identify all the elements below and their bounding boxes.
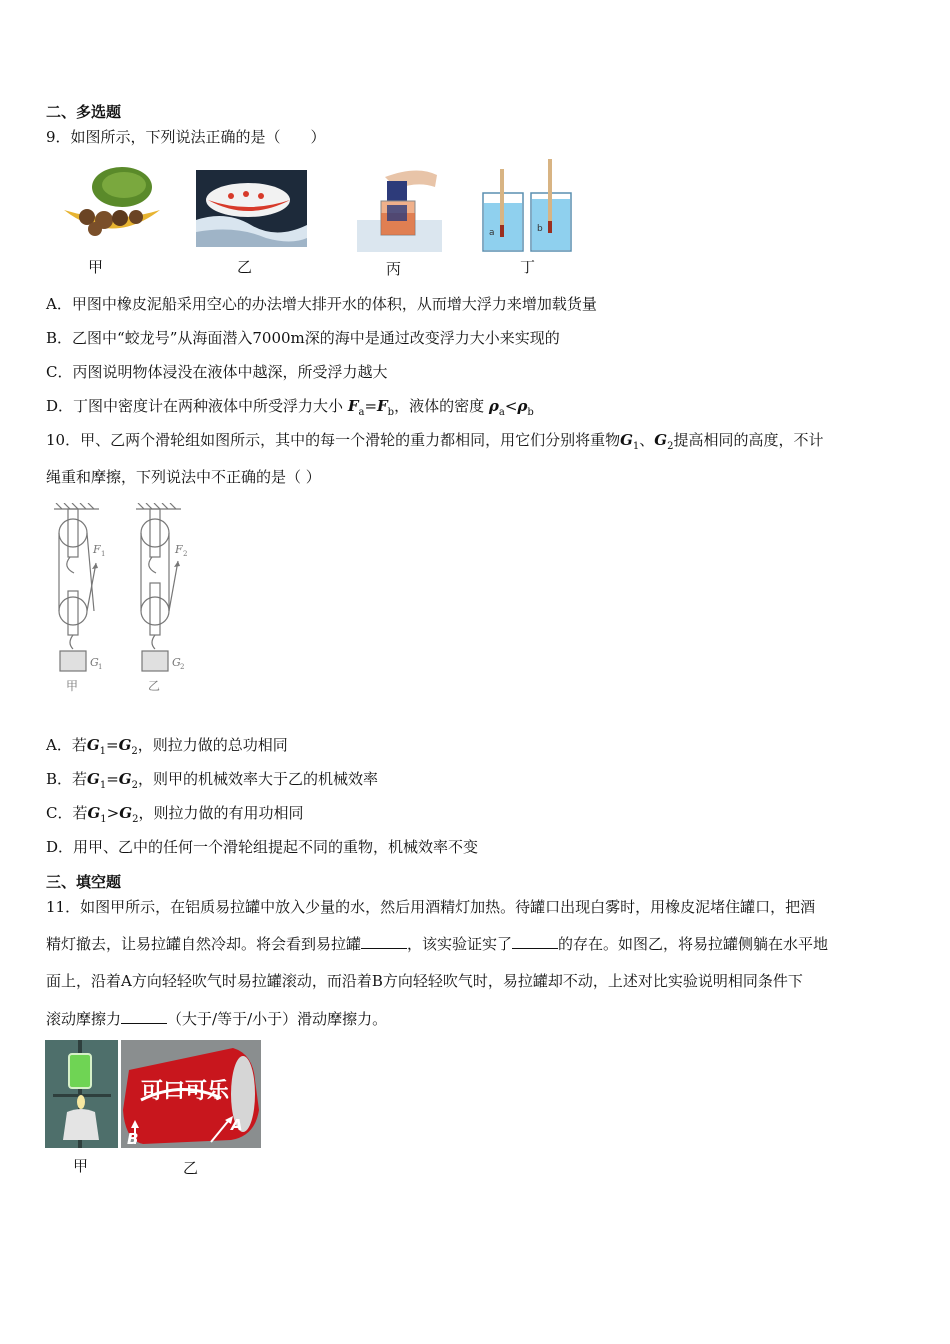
- figure-caption-q11-yi: 乙: [183, 1159, 199, 1177]
- symbol-lt: <: [504, 397, 518, 415]
- subscript-2: 2: [131, 780, 138, 791]
- label-yi: 乙: [148, 679, 161, 693]
- symbol-eq: =: [106, 736, 119, 754]
- question-10-option-a: [46, 735, 288, 762]
- answer-blank-3[interactable]: [121, 1009, 167, 1024]
- subscript-b: b: [387, 407, 395, 418]
- question-11-line3: 面上，沿着A方向轻轻吹气时易拉罐滚动，而沿着B方向轻轻吹气时，易拉罐却不动，上述对比实验说明相同条件下: [46, 972, 803, 990]
- symbol-G: G: [118, 736, 132, 754]
- symbol-G: G: [620, 431, 633, 449]
- line4-part-b: （大于/等于/小于）滑动摩擦力。: [167, 1010, 388, 1028]
- question-9-option-d: [46, 396, 534, 423]
- option-a-suffix: ，则拉力做的总功相同: [137, 736, 288, 754]
- subscript-1: 1: [99, 780, 107, 791]
- alcohol-lamp-experiment-image: [45, 1040, 118, 1148]
- section-heading-multi-choice: 二、多选题: [46, 103, 122, 121]
- option-b-suffix: ，则甲的机械效率大于乙的机械效率: [137, 770, 378, 788]
- subscript-1: 1: [99, 746, 107, 757]
- question-10-option-d: D．用甲、乙中的任何一个滑轮组提起不同的重物，机械效率不变: [46, 838, 479, 856]
- symbol-gt: >: [106, 804, 120, 822]
- densimeter-beakers-image: [478, 155, 578, 255]
- figure-caption-q11-jia: 甲: [73, 1157, 89, 1175]
- label-jia: 甲: [66, 679, 79, 693]
- symbol-rho: ρ: [488, 397, 499, 415]
- subscript-1: 1: [632, 441, 640, 452]
- question-10-stem-line2: 绳重和摩擦，下列说法中不正确的是（ ）: [46, 468, 321, 486]
- symbol-G: G: [87, 770, 100, 788]
- symbol-G: G: [654, 431, 668, 449]
- option-c-suffix: ，则拉力做的有用功相同: [138, 804, 304, 822]
- subscript-2: 2: [667, 441, 674, 452]
- label-F2-sub: 2: [183, 550, 188, 558]
- symbol-F: F: [377, 397, 388, 415]
- arrow-label-b: B: [127, 1130, 139, 1148]
- figure-caption-ding: 丁: [520, 258, 536, 276]
- line2-part-c: 的存在。如图乙，将易拉罐侧躺在水平地: [558, 935, 829, 953]
- figure-caption-bing: 丙: [386, 260, 402, 278]
- label-G1-sub: 1: [98, 663, 103, 671]
- submersible-image: [196, 170, 307, 247]
- question-9-option-b: B．乙图中“蛟龙号”从海面潜入7000m深的海中是通过改变浮力大小来实现的: [46, 329, 560, 347]
- can-logo-text: 可口可乐: [141, 1079, 230, 1104]
- question-11-line4: [46, 1009, 387, 1029]
- subscript-b: b: [527, 407, 534, 418]
- symbol-G: G: [119, 804, 133, 822]
- answer-blank-1[interactable]: [361, 934, 407, 949]
- question-11-line2: [46, 934, 828, 954]
- label-G2: G: [172, 656, 181, 669]
- label-F1-sub: 1: [101, 550, 106, 558]
- question-10-option-b: [46, 769, 378, 796]
- line4-part-a: 滚动摩擦力: [46, 1010, 122, 1028]
- clay-boat-image: [62, 165, 162, 245]
- beaker-label-a: a: [489, 228, 495, 238]
- label-F2: F: [175, 543, 183, 556]
- question-9-option-c: C．丙图说明物体浸没在液体中越深，所受浮力越大: [46, 363, 388, 381]
- symbol-eq: =: [364, 397, 378, 415]
- symbol-comma: 、: [639, 431, 655, 449]
- question-9-option-a: A．甲图中橡皮泥船采用空心的办法增大排开水的体积，从而增大浮力来增加载货量: [46, 295, 597, 313]
- option-b-prefix: B．若: [46, 770, 88, 788]
- option-c-prefix: C．若: [46, 804, 88, 822]
- symbol-G: G: [86, 736, 100, 754]
- subscript-1: 1: [100, 814, 107, 825]
- option-d-mid: ，液体的密度: [394, 397, 485, 415]
- label-F1: F: [93, 543, 101, 556]
- section-heading-fill-blank: 三、填空题: [46, 873, 122, 891]
- coke-can-image: [121, 1040, 261, 1148]
- pulley-system-diagram: [44, 503, 204, 698]
- symbol-eq: =: [106, 770, 119, 788]
- question-11-line1: 11．如图甲所示，在铝质易拉罐中放入少量的水，然后用酒精灯加热。待罐口出现白雾时，用橡皮泥堵住罐口，把酒: [46, 898, 816, 916]
- subscript-a: a: [358, 407, 365, 418]
- beaker-label-b: b: [537, 224, 543, 234]
- stem-part-a: 10．甲、乙两个滑轮组如图所示，其中的每一个滑轮的重力都相同，用它们分别将重物: [46, 431, 621, 449]
- figure-caption-jia: 甲: [88, 258, 104, 276]
- subscript-a: a: [498, 407, 505, 418]
- symbol-G: G: [118, 770, 132, 788]
- subscript-2: 2: [132, 814, 139, 825]
- beaker-hand-image: [357, 165, 442, 252]
- label-G2-sub: 2: [180, 663, 185, 671]
- line2-part-a: 精灯撤去，让易拉罐自然冷却。将会看到易拉罐: [46, 935, 362, 953]
- figure-caption-yi: 乙: [237, 258, 253, 276]
- label-G1: G: [90, 656, 99, 669]
- option-d-prefix: D．丁图中密度计在两种液体中所受浮力大小: [46, 397, 344, 415]
- question-9-stem: 9．如图所示，下列说法正确的是（ ）: [46, 128, 326, 146]
- line2-part-b: ，该实验证实了: [407, 935, 513, 953]
- stem-part-b: 提高相同的高度，不计: [673, 431, 824, 449]
- answer-blank-2[interactable]: [512, 934, 558, 949]
- arrow-label-a: A: [231, 1116, 243, 1134]
- option-a-prefix: A．若: [46, 736, 87, 754]
- subscript-2: 2: [131, 746, 138, 757]
- symbol-rho: ρ: [517, 397, 528, 415]
- symbol-F: F: [347, 397, 359, 415]
- symbol-G: G: [87, 804, 101, 822]
- question-10-stem-line1: [46, 430, 824, 457]
- question-10-option-c: [46, 803, 303, 830]
